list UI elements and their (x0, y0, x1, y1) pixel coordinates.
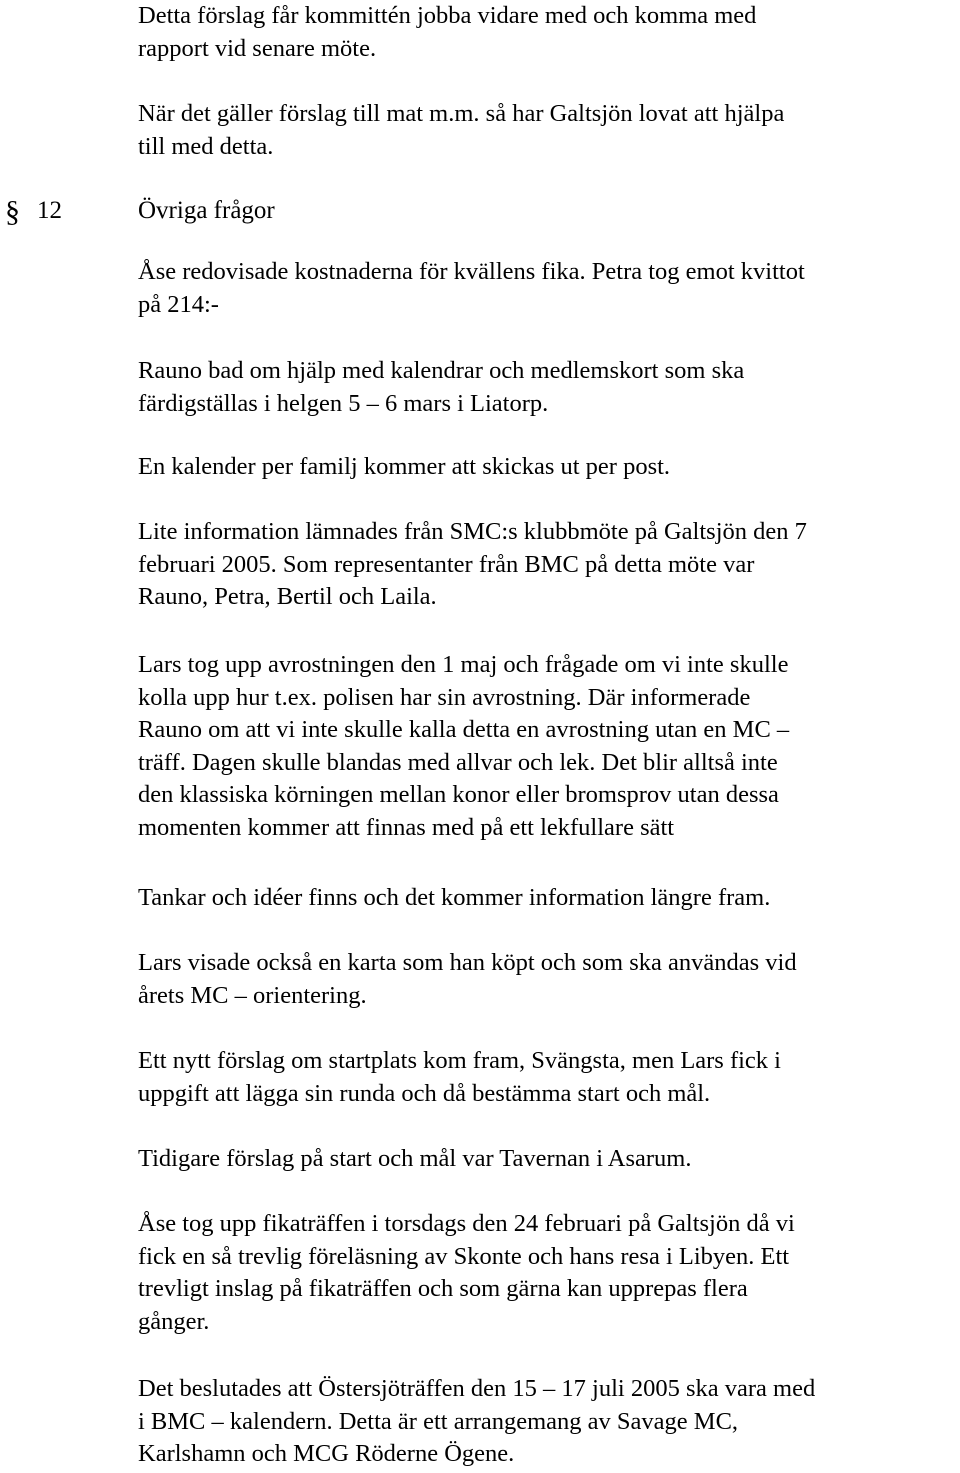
text-line: trevligt inslag på fikaträffen och som gärna kan upprepas flera (138, 1275, 748, 1303)
text-line: Rauno, Petra, Bertil och Laila. (138, 583, 437, 611)
paragraph-smc-meeting (138, 516, 960, 614)
text-line: När det gäller förslag till mat m.m. så har Galtsjön lovat att hjälpa (138, 100, 785, 127)
text-line: Lars visade också en karta som han köpt och som ska användas vid (138, 949, 797, 976)
text-line: februari 2005. Som representanter från BMC på detta möte var (138, 550, 755, 578)
paragraph-start-location (138, 1045, 960, 1110)
paragraph-ostersjotraffen (138, 1373, 960, 1471)
text-line: gånger. (138, 1307, 210, 1335)
paragraph-fikatraffen (138, 1208, 960, 1338)
text-line: årets MC – orientering. (138, 981, 367, 1009)
paragraph-food-proposal (138, 98, 960, 163)
text-line: den klassiska körningen mellan konor eller bromsprov utan dessa (138, 781, 779, 809)
paragraph-fika-costs (138, 256, 960, 321)
paragraph-avrostning (138, 649, 960, 845)
paragraph-previous-start (138, 1143, 960, 1176)
section-number: 12 (37, 197, 62, 224)
text-line: Detta förslag får kommittén jobba vidare med och komma med (138, 2, 757, 29)
text-line: i BMC – kalendern. Detta är ett arrangemang av Savage MC, (138, 1407, 739, 1435)
section-title: Övriga frågor (138, 197, 275, 224)
text-line: färdigställas i helgen 5 – 6 mars i Liatorp. (138, 389, 549, 417)
paragraph-map (138, 947, 960, 1012)
text-line: Åse tog upp fikaträffen i torsdags den 24 februari på Galtsjön då vi (138, 1210, 795, 1237)
text-line: till med detta. (138, 132, 274, 160)
text-line: En kalender per familj kommer att skickas ut per post. (138, 453, 671, 480)
text-line: fick en så trevlig föreläsning av Skonte och hans resa i Libyen. Ett (138, 1242, 790, 1270)
text-line: uppgift att lägga sin runda och då bestämma start och mål. (138, 1079, 711, 1107)
text-line: kolla upp hur t.ex. polisen har sin avrostning. Där informerade (138, 683, 751, 711)
text-line: Lars tog upp avrostningen den 1 maj och frågade om vi inte skulle (138, 651, 789, 678)
text-line: Rauno bad om hjälp med kalendrar och medlemskort som ska (138, 357, 745, 384)
text-line: Det beslutades att Östersjöträffen den 15 – 17 juli 2005 ska vara med (138, 1375, 816, 1402)
text-line: Lite information lämnades från SMC:s klubbmöte på Galtsjön den 7 (138, 518, 807, 545)
text-line: Karlshamn och MCG Röderne Ögene. (138, 1440, 515, 1468)
text-line: träff. Dagen skulle blandas med allvar och lek. Det blir alltså inte (138, 748, 778, 776)
paragraph-calendars-request (138, 355, 960, 420)
text-line: Åse redovisade kostnaderna för kvällens fika. Petra tog emot kvittot (138, 258, 805, 285)
text-line: Ett nytt förslag om startplats kom fram, Svängsta, men Lars fick i (138, 1047, 781, 1074)
paragraph-ideas (138, 882, 960, 915)
text-line: Rauno om att vi inte skulle kalla detta en avrostning utan en MC – (138, 716, 790, 744)
paragraph-calendar-mailing (138, 451, 960, 484)
text-line: momenten kommer att finnas med på ett lekfullare sätt (138, 813, 675, 841)
text-line: på 214:- (138, 290, 219, 318)
text-line: rapport vid senare möte. (138, 34, 377, 62)
paragraph-proposal-committee (138, 0, 960, 65)
section-symbol: § (5, 195, 20, 228)
text-line: Tidigare förslag på start och mål var Tavernan i Asarum. (138, 1145, 692, 1172)
text-line: Tankar och idéer finns och det kommer information längre fram. (138, 884, 771, 911)
